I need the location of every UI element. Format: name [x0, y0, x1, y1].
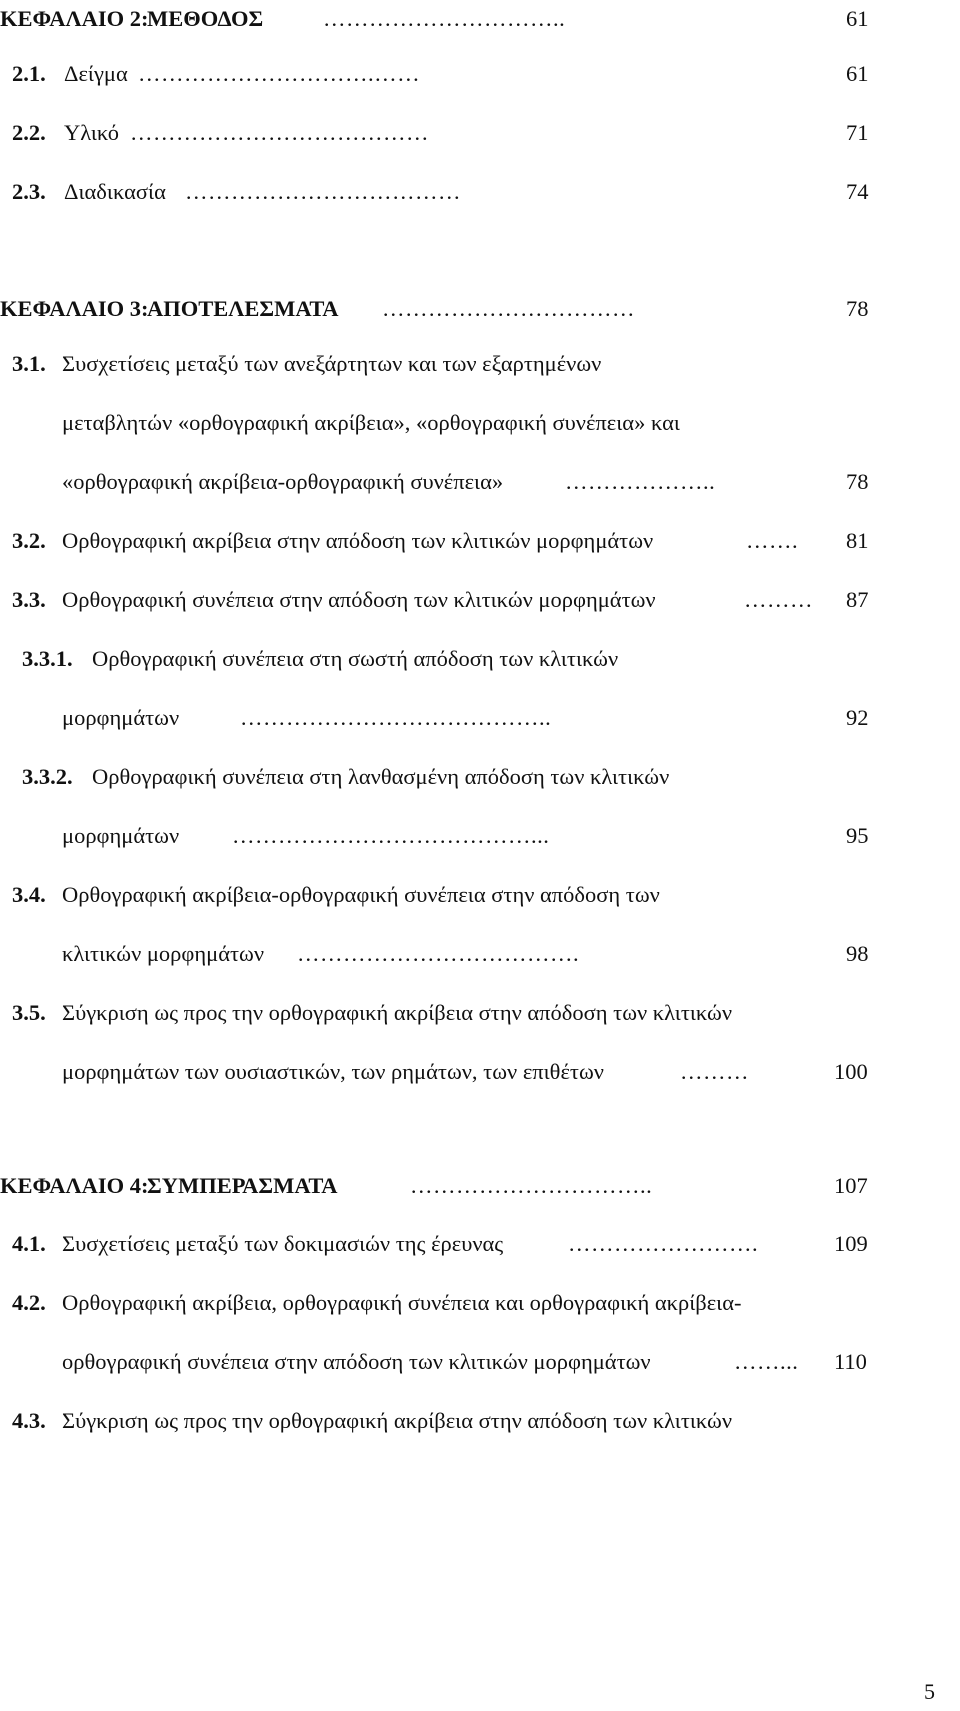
toc-number: 3.2. — [12, 528, 46, 553]
toc-title-line: Σύγκριση ως προς την ορθογραφική ακρίβεια στην απόδοση των κλιτικών — [62, 1408, 733, 1433]
toc-number: 4.3. — [12, 1408, 46, 1433]
toc-leader: ……………………………… — [185, 179, 461, 204]
toc-leader: ……... — [734, 1349, 799, 1374]
toc-page: 71 — [846, 120, 869, 145]
toc-leader: ……………….. — [565, 469, 716, 494]
toc-number: 3.3.2. — [22, 764, 73, 789]
toc-number: 4.1. — [12, 1231, 46, 1256]
toc-leader: …………………………… — [382, 296, 635, 321]
toc-title: ΜΕΘΟΔΟΣ — [147, 6, 264, 31]
toc-leader: ………………………….. — [323, 6, 566, 31]
toc-title-line: Συσχετίσεις μεταξύ των ανεξάρτητων και των εξαρτημένων — [62, 351, 602, 376]
toc-leader: ……. — [746, 528, 799, 553]
toc-title-line: μορφημάτων των ουσιαστικών, των ρημάτων, των επιθέτων — [62, 1059, 604, 1084]
toc-title: Ορθογραφική ακρίβεια στην απόδοση των κλιτικών μορφημάτων — [62, 528, 654, 553]
toc-leader: ……………………. — [568, 1231, 759, 1256]
toc-title-line: μορφημάτων — [62, 823, 180, 848]
toc-number: 2.2. — [12, 120, 46, 145]
toc-page: 100 — [834, 1059, 868, 1084]
toc-page: 107 — [834, 1173, 868, 1198]
toc-number: 2.3. — [12, 179, 46, 204]
toc-title: ΣΥΜΠΕΡΑΣΜΑΤΑ — [147, 1173, 338, 1198]
toc-title-line: κλιτικών μορφημάτων — [62, 941, 265, 966]
toc-title: Συσχετίσεις μεταξύ των δοκιμασιών της έρευνας — [62, 1231, 504, 1256]
toc-page: 78 — [846, 296, 869, 321]
toc-page: 78 — [846, 469, 869, 494]
toc-title-line: Ορθογραφική συνέπεια στη λανθασμένη απόδοση των κλιτικών — [92, 764, 670, 789]
toc-page: 109 — [834, 1231, 868, 1256]
page-number: 5 — [924, 1679, 935, 1704]
toc-title-line: Ορθογραφική ακρίβεια, ορθογραφική συνέπεια και ορθογραφική ακρίβεια- — [62, 1290, 742, 1315]
toc-title: Δείγμα — [64, 61, 128, 86]
toc-title-line: ορθογραφική συνέπεια στην απόδοση των κλιτικών μορφημάτων — [62, 1349, 651, 1374]
toc-page: 87 — [846, 587, 869, 612]
toc-number: 3.3. — [12, 587, 46, 612]
toc-title-line: «ορθογραφική ακρίβεια-ορθογραφική συνέπεια» — [62, 469, 504, 494]
toc-page: 61 — [846, 6, 869, 31]
toc-number: ΚΕΦΑΛΑΙΟ 3: — [0, 296, 149, 321]
toc-leader: ………………………………. — [297, 941, 580, 966]
toc-title: Υλικό — [64, 120, 120, 145]
toc-title-line: μεταβλητών «ορθογραφική ακρίβεια», «ορθογραφική συνέπεια» και — [62, 410, 680, 435]
toc-leader: ………………………….…… — [138, 61, 421, 86]
toc-title: Διαδικασία — [64, 179, 166, 204]
toc-page: 61 — [846, 61, 869, 86]
toc-title: ΑΠΟΤΕΛΕΣΜΑΤΑ — [147, 296, 339, 321]
toc-title: Ορθογραφική συνέπεια στην απόδοση των κλιτικών μορφημάτων — [62, 587, 656, 612]
toc-page: 110 — [834, 1349, 867, 1374]
toc-number: 3.1. — [12, 351, 46, 376]
toc-number: 2.1. — [12, 61, 46, 86]
toc-title-line: Ορθογραφική ακρίβεια-ορθογραφική συνέπεια στην απόδοση των — [62, 882, 660, 907]
toc-page: 98 — [846, 941, 869, 966]
toc-number: 3.4. — [12, 882, 46, 907]
toc-page: 81 — [846, 528, 869, 553]
toc-number: ΚΕΦΑΛΑΙΟ 4: — [0, 1173, 149, 1198]
toc-title-line: Σύγκριση ως προς την ορθογραφική ακρίβεια στην απόδοση των κλιτικών — [62, 1000, 733, 1025]
toc-leader: ……… — [744, 587, 813, 612]
toc-title-line: Ορθογραφική συνέπεια στη σωστή απόδοση των κλιτικών — [92, 646, 619, 671]
toc-page: 95 — [846, 823, 869, 848]
toc-leader: …………………………………... — [232, 823, 550, 848]
toc-number: 3.3.1. — [22, 646, 73, 671]
toc-page: 92 — [846, 705, 869, 730]
toc-leader: ………………………………….. — [240, 705, 552, 730]
toc-page: 74 — [846, 179, 869, 204]
toc-leader: ………………………………… — [130, 120, 429, 145]
toc-number: 3.5. — [12, 1000, 46, 1025]
toc-number: ΚΕΦΑΛΑΙΟ 2: — [0, 6, 149, 31]
toc-number: 4.2. — [12, 1290, 46, 1315]
toc-leader: ………………………….. — [410, 1173, 653, 1198]
toc-title-line: μορφημάτων — [62, 705, 180, 730]
toc-leader: ……… — [680, 1059, 749, 1084]
